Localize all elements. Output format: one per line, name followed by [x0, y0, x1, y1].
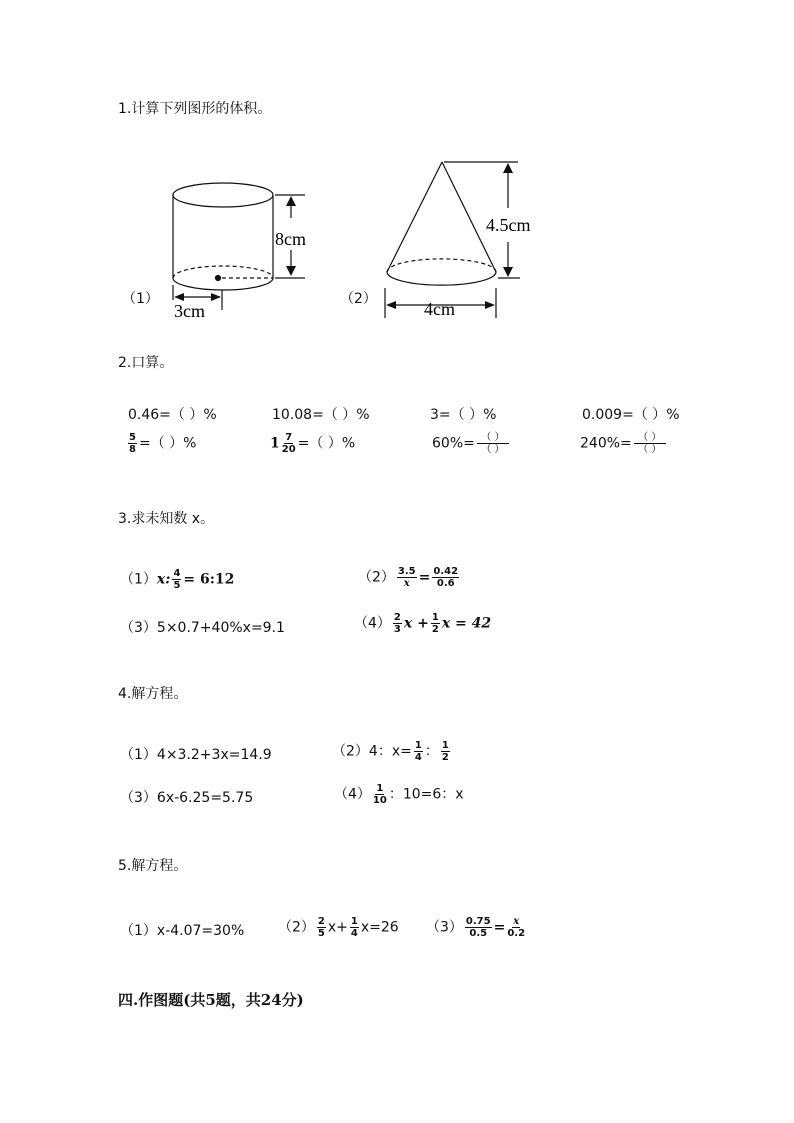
q4-problem-2: （2）4：x= $\frac{1}{4}$ ： $\frac{1}{2}$ [332, 740, 449, 763]
q3-problem-2: （2） $\frac{3.5}{x}$ = $\frac{0.42}{0.6}$ [358, 566, 459, 589]
cone-height-label: 4.5cm [486, 215, 531, 235]
arrow-left-icon [174, 293, 184, 301]
q4-heading: 4.解方程。 [118, 686, 188, 702]
fig1-label: （1） [122, 291, 159, 307]
arrow-right-icon [211, 293, 221, 301]
q4-problem-4: （4） $\frac{1}{10}$ ：10=6：x [334, 783, 464, 806]
arrow-down-icon [503, 267, 513, 277]
q4-problem-3: （3）6x-6.25=5.75 [120, 790, 254, 806]
cone-figure [385, 162, 520, 318]
arrow-left-icon [386, 301, 396, 309]
q5-problem-3: （3） $\frac{0.75}{0.5}$ = $\frac{x}{0.2}$ [426, 916, 526, 939]
q3-problem-3: （3）5×0.7+40%x=9.1 [120, 620, 285, 636]
q2-item-r2c2: 1 $\frac{7}{20}$ =（ ）% [270, 432, 356, 455]
arrow-right-icon [485, 301, 495, 309]
q3-problem-1: （1）x: $\frac{4}{5}$ = 6:12 [120, 568, 235, 591]
q2-item-r1c4: 0.009=（ ）% [582, 407, 680, 423]
q1-figures [110, 150, 540, 325]
q2-item-r1c3: 3=（ ）% [430, 407, 497, 423]
q5-heading: 5.解方程。 [118, 858, 188, 874]
arrow-up-icon [286, 196, 296, 206]
q2-item-r1c1: 0.46=（ ）% [128, 407, 217, 423]
q5-problem-1: （1）x-4.07=30% [120, 923, 245, 939]
section4-heading: 四.作图题(共5题，共24分) [118, 991, 304, 1009]
q5-problem-2: （2） $\frac{2}{5}$ x+ $\frac{1}{4}$ x=26 [278, 916, 399, 939]
q2-heading: 2.口算。 [118, 355, 174, 371]
cone-diameter-label: 4cm [424, 299, 455, 319]
q4-problem-1: （1）4×3.2+3x=14.9 [120, 747, 272, 763]
q3-problem-4: （4） $\frac{2}{3}$ x + $\frac{1}{2}$ x = 42 [354, 612, 492, 635]
fig2-label: （2） [340, 291, 377, 307]
q3-heading: 3.求未知数 x。 [118, 511, 215, 527]
arrow-up-icon [503, 163, 513, 173]
q2-item-r2c3: 60%= $\frac{( )}{( )}$ [432, 432, 511, 455]
arrow-down-icon [286, 266, 296, 276]
cylinder-height-label: 8cm [275, 229, 306, 249]
q2-item-r2c1: $\frac{5}{8}$ =（ ）% [129, 432, 197, 455]
q2-item-r2c4: 240%= $\frac{( )}{( )}$ [580, 432, 668, 455]
cylinder-radius-label: 3cm [174, 301, 205, 321]
q2-item-r1c2: 10.08=（ ）% [272, 407, 370, 423]
q1-heading: 1.计算下列图形的体积。 [118, 101, 272, 117]
